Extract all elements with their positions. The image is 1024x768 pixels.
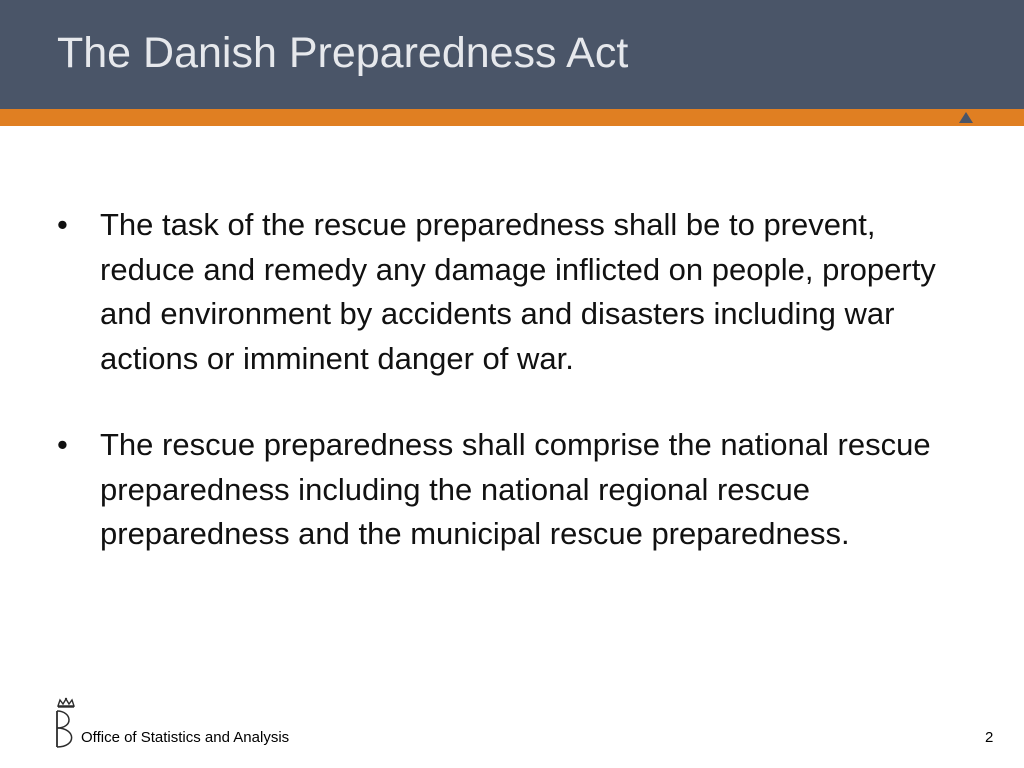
bullet-marker: •: [57, 207, 68, 242]
bullet-marker: •: [57, 427, 68, 462]
slide-header: [0, 0, 1024, 109]
bullet-item-rescue-task: [55, 203, 975, 381]
crowned-b-logo-icon: [53, 697, 83, 749]
orange-accent-bar: [0, 109, 1024, 126]
bullet-item-rescue-composition: [55, 423, 975, 557]
bullet-text: The rescue preparedness shall comprise the national rescue preparedness including the national regional rescue preparedness and the municipal rescue preparedness.: [100, 427, 931, 551]
footer-organization: Office of Statistics and Analysis: [81, 729, 290, 746]
page-number: 2: [985, 729, 994, 746]
up-triangle-icon: [959, 112, 973, 123]
slide-title: The Danish Preparedness Act: [57, 29, 629, 77]
bullet-list: [55, 203, 975, 599]
bullet-text: The task of the rescue preparedness shall be to prevent, reduce and remedy any damage inflicted on people, property and environment by accidents and disasters including war actions or imminent danger of war.: [100, 207, 936, 376]
